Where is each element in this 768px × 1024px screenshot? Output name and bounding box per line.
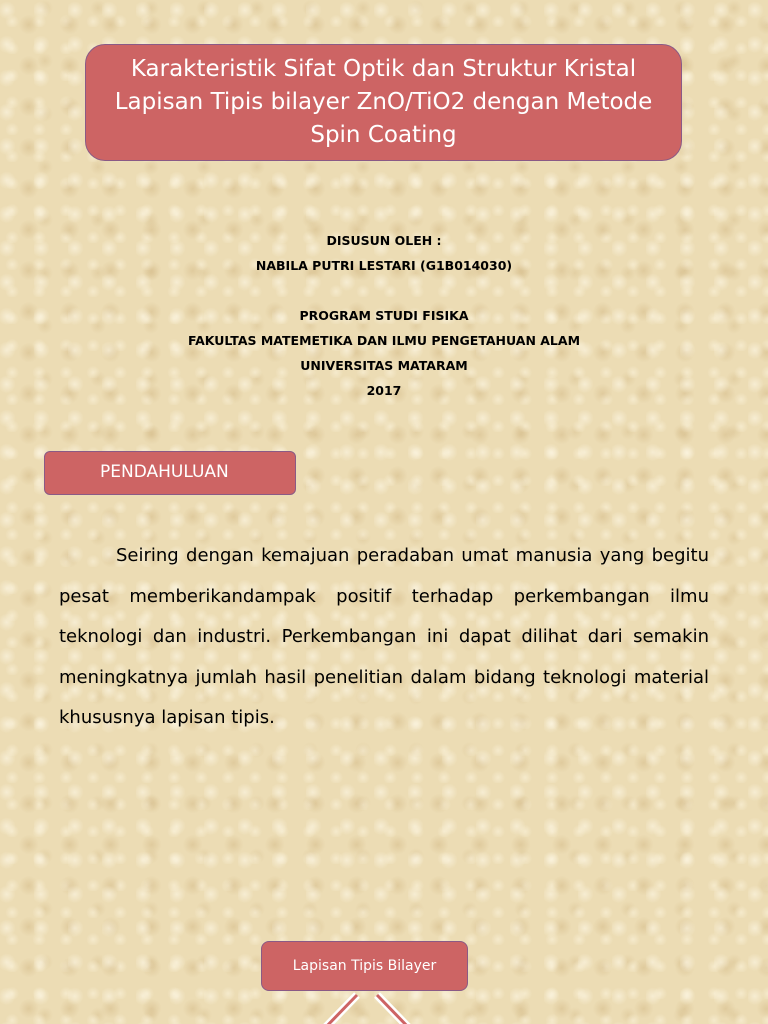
document-title: Karakteristik Sifat Optik dan Struktur Kristal Lapisan Tipis bilayer ZnO/TiO2 dengan Metode Spin Coating [114,56,653,148]
author-name: NABILA PUTRI LESTARI (G1B014030) [255,258,513,273]
diagram-root-label: Lapisan Tipis Bilayer [292,958,437,974]
study-program: PROGRAM STUDI FISIKA [299,308,469,323]
section-heading: PENDAHULUAN [100,462,229,482]
year: 2017 [366,383,402,398]
connector-right [377,995,411,1024]
intro-paragraph: Seiring dengan kemajuan peradaban umat manusia yang begitu pesat memberikandampak positif terhadap perkembangan ilmu teknologi dan industri. Perkembangan ini dapat dilihat dari semakin meningkatnya jumlah hasil penelitian dalam bidang teknologi material khususnya lapisan tipis. [59,545,709,728]
prepared-by-label: DISUSUN OLEH : [326,233,442,248]
connector-left [323,995,357,1024]
university-name: UNIVERSITAS MATARAM [300,358,468,373]
faculty-name: FAKULTAS MATEMETIKA DAN ILMU PENGETAHUAN ALAM [187,333,581,348]
